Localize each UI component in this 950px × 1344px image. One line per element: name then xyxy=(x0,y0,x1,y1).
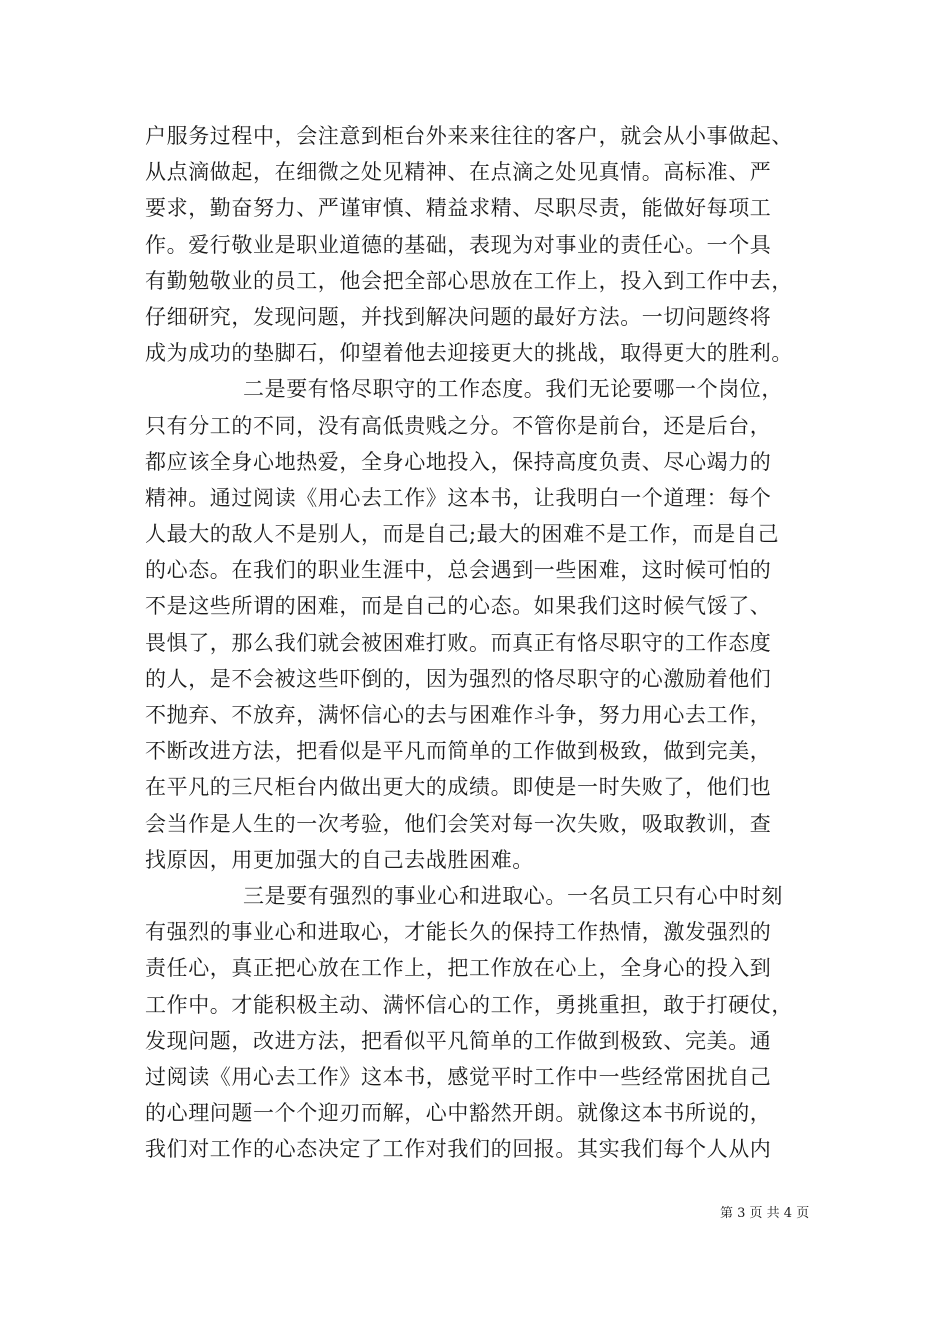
text-line: 从点滴做起，在细微之处见精神、在点滴之处见真情。高标准、严 xyxy=(145,160,772,185)
text-line: 我们对工作的心态决定了工作对我们的回报。其实我们每个人从内 xyxy=(145,1137,772,1162)
text-line: 人最大的敌人不是别人，而是自己;最大的困难不是工作，而是自己 xyxy=(145,522,780,547)
page-number-footer: 第 3 页 共 4 页 xyxy=(720,1206,810,1221)
text-line: 在平凡的三尺柜台内做出更大的成绩。即使是一时失败了，他们也 xyxy=(145,775,772,800)
text-line: 找原因，用更加强大的自己去战胜困难。 xyxy=(145,847,534,872)
text-line: 仔细研究，发现问题，并找到解决问题的最好方法。一切问题终将 xyxy=(145,304,772,329)
text-line: 会当作是人生的一次考验，他们会笑对每一次失败，吸取教训，查 xyxy=(145,811,772,836)
text-line: 户服务过程中，会注意到柜台外来来往往的客户，就会从小事做起、 xyxy=(145,124,793,148)
text-line: 过阅读《用心去工作》这本书，感觉平时工作中一些经常困扰自己 xyxy=(145,1064,772,1089)
text-line: 有强烈的事业心和进取心，才能长久的保持工作热情，激发强烈的 xyxy=(145,920,772,945)
text-line: 不抛弃、不放弃，满怀信心的去与困难作斗争，努力用心去工作， xyxy=(145,703,772,727)
text-line: 都应该全身心地热爱，全身心地投入，保持高度负责、尽心竭力的 xyxy=(145,449,772,474)
text-line: 发现问题，改进方法，把看似平凡简单的工作做到极致、完美。通 xyxy=(145,1028,772,1053)
text-line: 只有分工的不同，没有高低贵贱之分。不管你是前台，还是后台， xyxy=(145,413,772,438)
paragraph-start-line: 三是要有强烈的事业心和进取心。一名员工只有心中时刻 xyxy=(243,883,783,908)
text-line: 的心态。在我们的职业生涯中，总会遇到一些困难，这时候可怕的 xyxy=(145,558,772,583)
text-line: 精神。通过阅读《用心去工作》这本书，让我明白一个道理：每个 xyxy=(145,485,772,510)
text-line: 畏惧了，那么我们就会被困难打败。而真正有恪尽职守的工作态度 xyxy=(145,630,772,655)
text-line: 的心理问题一个个迎刃而解，心中豁然开朗。就像这本书所说的， xyxy=(145,1101,772,1126)
text-line: 作。爱行敬业是职业道德的基础，表现为对事业的责任心。一个具 xyxy=(145,232,772,257)
text-line: 成为成功的垫脚石，仰望着他去迎接更大的挑战，取得更大的胜利。 xyxy=(145,341,793,366)
text-line: 工作中。才能积极主动、满怀信心的工作，勇挑重担，敢于打硬仗， xyxy=(145,992,793,1017)
text-line: 有勤勉敬业的员工，他会把全部心思放在工作上，投入到工作中去， xyxy=(145,268,793,293)
text-line: 不断改进方法，把看似是平凡而简单的工作做到极致，做到完美， xyxy=(145,739,772,764)
document-body xyxy=(145,118,815,1167)
text-line: 不是这些所谓的困难，而是自己的心态。如果我们这时候气馁了、 xyxy=(145,594,772,619)
paragraph-start-line: 二是要有恪尽职守的工作态度。我们无论要哪一个岗位， xyxy=(243,377,783,402)
text-line: 要求，勤奋努力、严谨审慎、精益求精、尽职尽责，能做好每项工 xyxy=(145,196,772,221)
text-line: 的人，是不会被这些吓倒的，因为强烈的恪尽职守的心激励着他们 xyxy=(145,666,772,691)
text-line: 责任心，真正把心放在工作上，把工作放在心上，全身心的投入到 xyxy=(145,956,772,981)
